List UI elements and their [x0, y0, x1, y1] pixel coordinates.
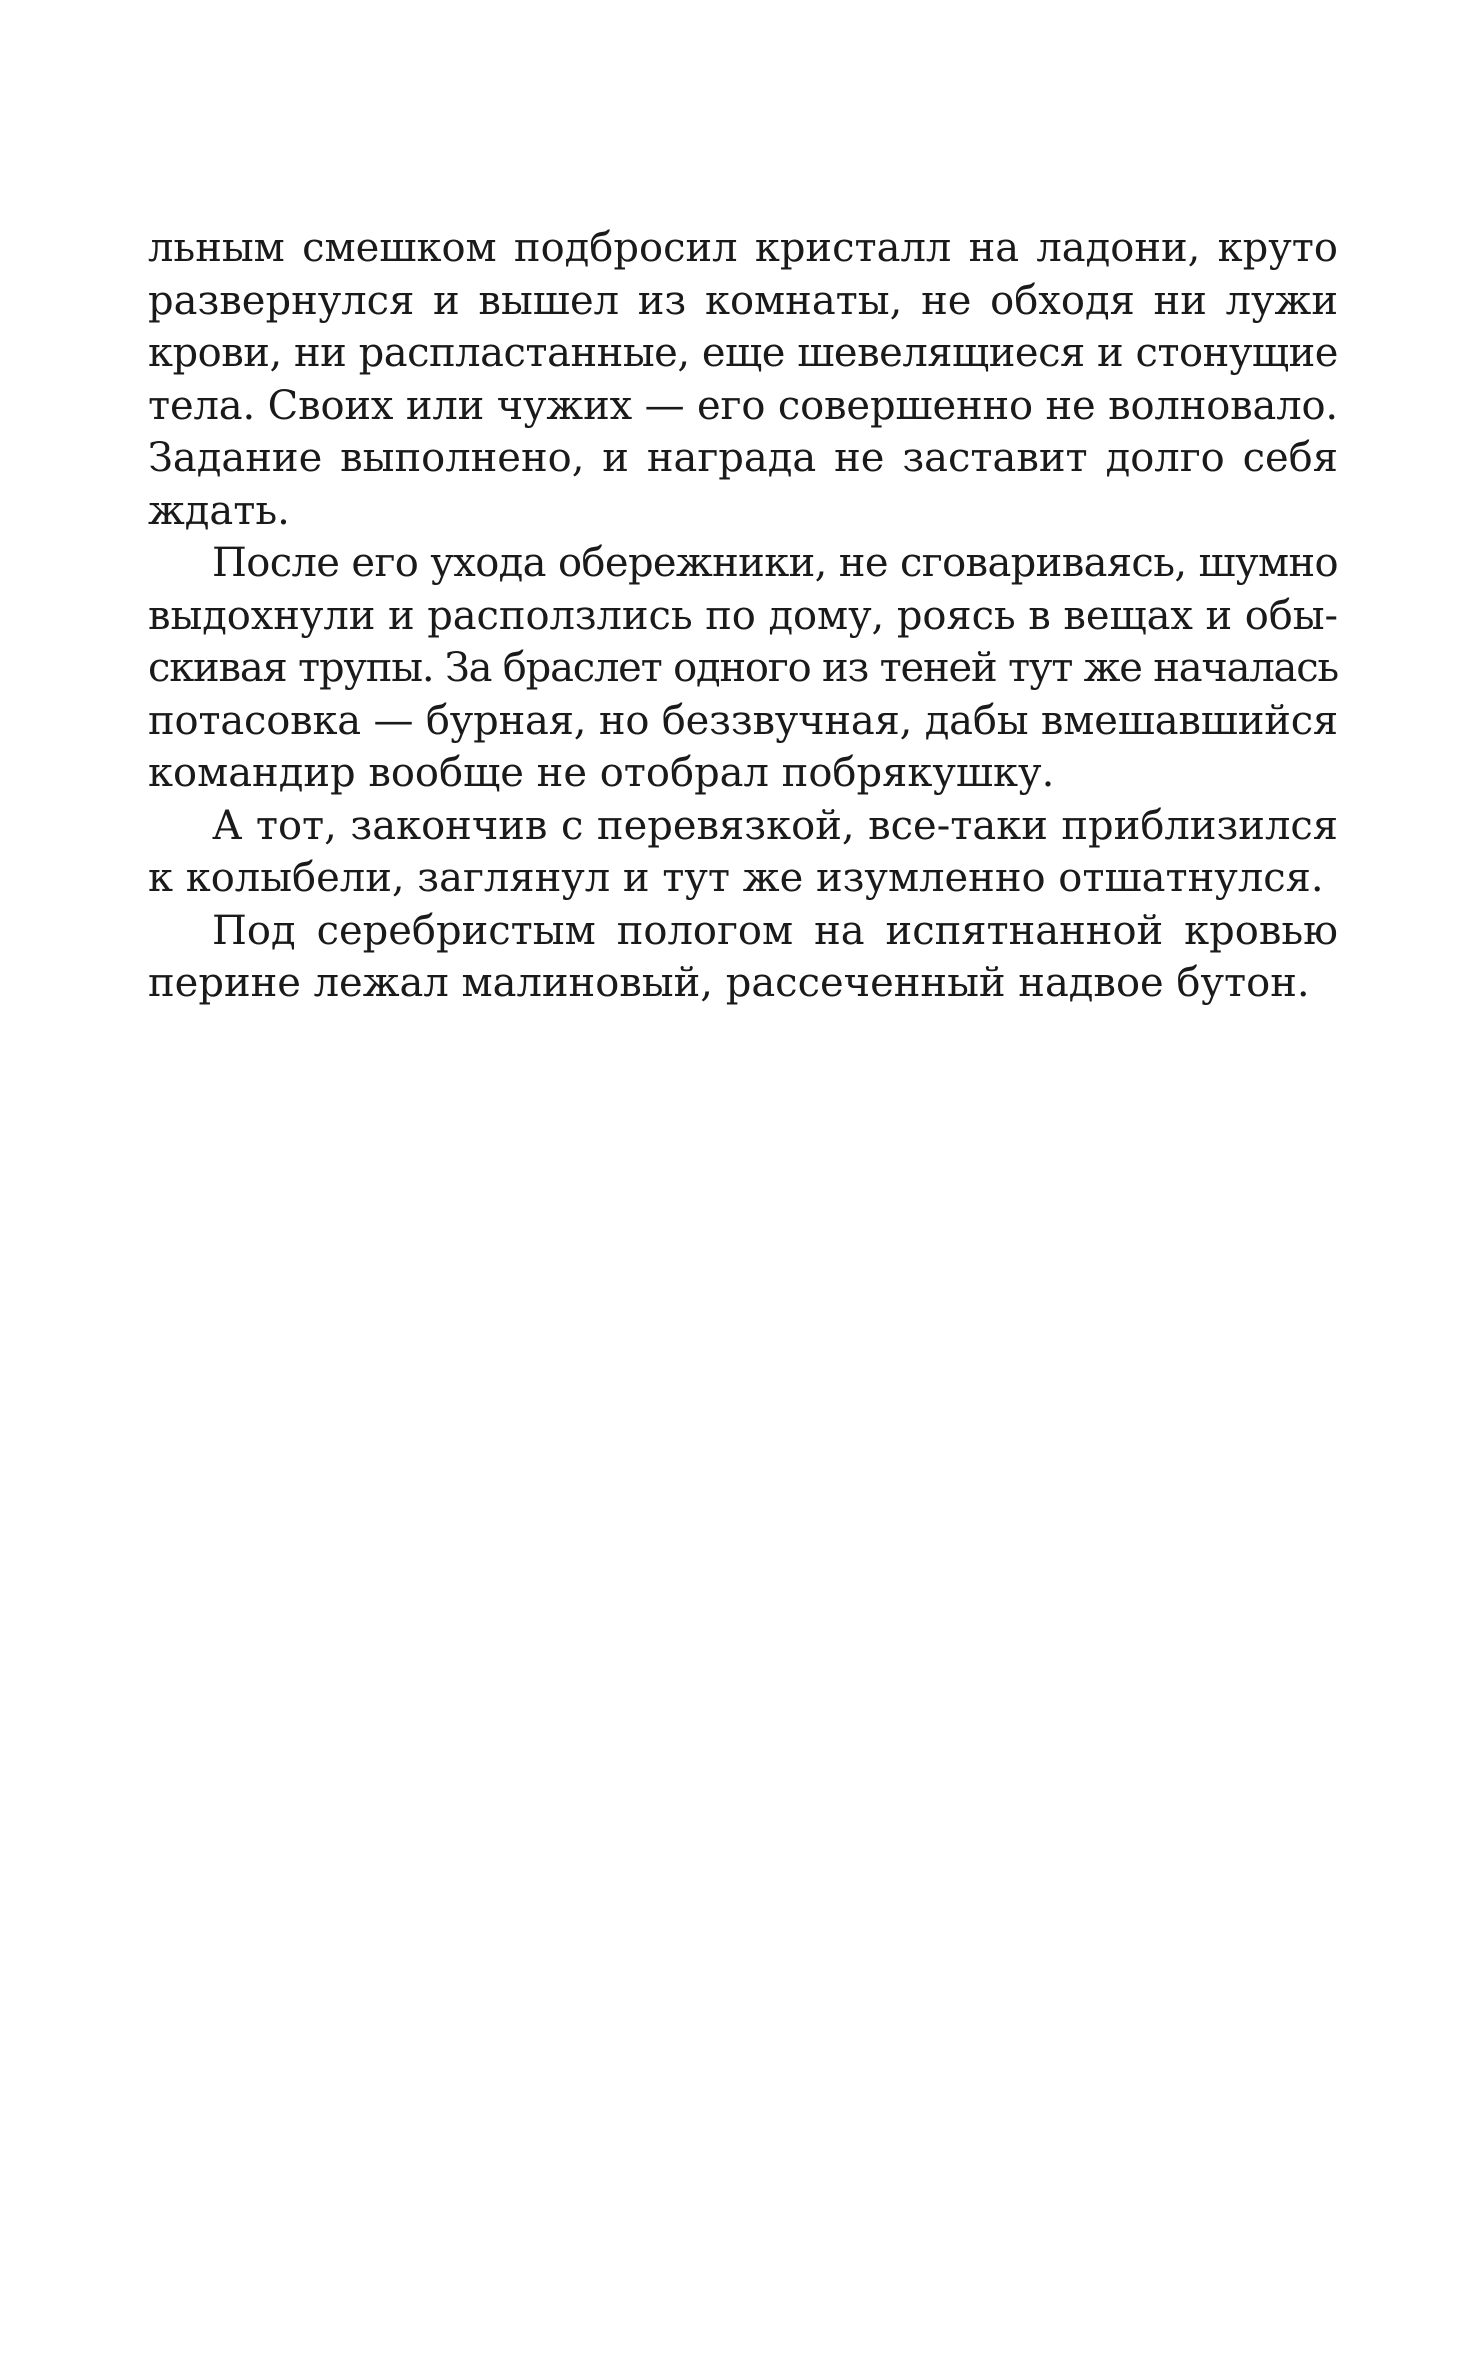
- text-line: После его ухода обережники, не сговариваясь, шумно: [212, 540, 1338, 586]
- paragraph-2: [148, 537, 1338, 800]
- text-line: к колыбели, заглянул и тут же изумленно отшатнулся.: [148, 855, 1324, 901]
- paragraph-3: [148, 800, 1338, 905]
- paragraph-4: [148, 905, 1338, 1010]
- paragraph-1: [148, 222, 1338, 537]
- text-line: перине лежал малиновый, рассеченный надвое бутон.: [148, 960, 1310, 1006]
- book-page: [148, 222, 1338, 1010]
- text-line: выдохнули и расползлись по дому, роясь в вещах и обы-: [148, 592, 1338, 639]
- text-line: Задание выполнено, и награда не заставит долго себя: [148, 435, 1338, 481]
- text-line: крови, ни распластанные, еще шевелящиеся и стонущие: [148, 330, 1338, 376]
- text-line: ждать.: [148, 487, 290, 534]
- text-line: потасовка — бурная, но беззвучная, дабы вмешавшийся: [148, 697, 1338, 744]
- text-line: развернулся и вышел из комнаты, не обходя ни лужи: [148, 277, 1338, 324]
- text-line: командир вообще не отобрал побрякушку.: [148, 750, 1055, 796]
- text-line: А тот, закончив с перевязкой, все-таки приблизился: [212, 802, 1338, 849]
- text-line: Под серебристым пологом на испятнанной кровью: [212, 907, 1338, 954]
- text-line: скивая трупы. За браслет одного из теней тут же началась: [148, 645, 1338, 691]
- text-line: тела. Своих или чужих — его совершенно не волновало.: [148, 382, 1338, 429]
- text-line: льным смешком подбросил кристалл на ладони, круто: [148, 225, 1338, 271]
